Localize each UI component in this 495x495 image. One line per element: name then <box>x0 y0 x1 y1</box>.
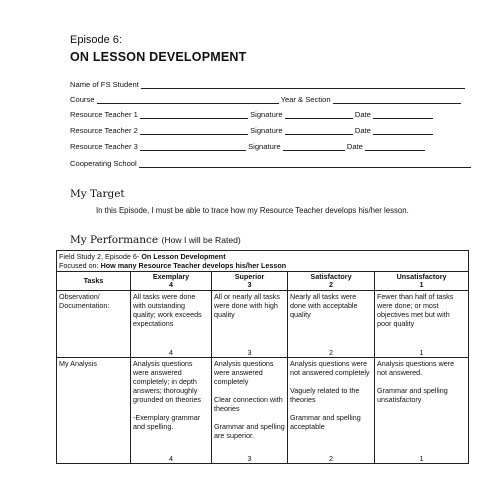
rubric-info-cell <box>57 251 469 272</box>
rubric-header-row <box>57 272 469 291</box>
rt1-date-line[interactable] <box>373 110 433 119</box>
course-label: Course <box>70 95 95 104</box>
resource-teacher-3-row <box>70 142 425 151</box>
rubric-info-row <box>57 251 469 272</box>
focus-prefix: Focused on: <box>59 261 101 270</box>
year-section-line[interactable] <box>333 95 461 104</box>
focus-line <box>59 261 466 270</box>
rt3-date-line[interactable] <box>365 142 425 151</box>
school-label: Cooperating School <box>70 159 137 168</box>
tasks-header: Tasks <box>57 272 131 291</box>
resource-teacher-2-row <box>70 126 433 135</box>
rubric-table <box>56 250 469 464</box>
analysis-exemplary-cell: Analysis questions were answered completely; in depth answers; thoroughly grounded on theories -Exemplary grammar and spelling. 4 <box>131 358 212 464</box>
performance-subheading: (How I will be Rated) <box>161 235 241 245</box>
rt3-signature-label: Signature <box>248 142 281 151</box>
course-line[interactable] <box>97 95 279 104</box>
table-row <box>57 358 469 464</box>
course-row <box>70 95 461 104</box>
field-study-title: On Lesson Development <box>141 252 226 261</box>
rt3-label: Resource Teacher 3 <box>70 142 138 151</box>
rt2-date-label: Date <box>354 126 371 135</box>
task-observation: Observation/ Documentation: <box>57 291 131 358</box>
task-analysis: My Analysis <box>57 358 131 464</box>
exemplary-header: Exemplary 4 <box>131 272 212 291</box>
observation-exemplary-cell: All tasks were done with outstanding quality; work exceeds expectations 4 <box>131 291 212 358</box>
resource-teacher-1-row <box>70 110 433 119</box>
rt1-label: Resource Teacher 1 <box>70 110 138 119</box>
episode-label: Episode 6: <box>70 34 122 46</box>
focus-text: How many Resource Teacher develops his/her Lesson <box>100 261 287 270</box>
rt2-line[interactable] <box>140 126 248 135</box>
year-section-label: Year & Section <box>280 95 331 104</box>
rt2-signature-label: Signature <box>250 126 283 135</box>
target-paragraph <box>70 205 480 217</box>
observation-satisfactory-cell: Nearly all tasks were done with acceptable quality 2 <box>288 291 375 358</box>
cooperating-school-row <box>70 159 471 168</box>
rt2-label: Resource Teacher 2 <box>70 126 138 135</box>
rt2-signature-line[interactable] <box>285 126 353 135</box>
table-row <box>57 291 469 358</box>
rt3-date-label: Date <box>346 142 363 151</box>
rt3-signature-line[interactable] <box>283 142 345 151</box>
performance-heading-text: My Performance <box>70 234 159 246</box>
rt3-line[interactable] <box>140 142 246 151</box>
unsatisfactory-header: Unsatisfactory 1 <box>375 272 469 291</box>
analysis-unsatisfactory-cell: Analysis questions were not answered. Grammar and spelling unsatisfactory 1 <box>375 358 469 464</box>
satisfactory-header: Satisfactory 2 <box>288 272 375 291</box>
analysis-superior-cell: Analysis questions were answered completely Clear connection with theories Grammar and spelling are superior. 3 <box>212 358 288 464</box>
rt2-date-line[interactable] <box>373 126 433 135</box>
rt1-signature-line[interactable] <box>285 110 353 119</box>
target-heading: My Target <box>70 188 125 200</box>
superior-header: Superior 3 <box>212 272 288 291</box>
rt1-line[interactable] <box>140 110 248 119</box>
student-name-line[interactable] <box>141 80 465 89</box>
target-text: In this Episode, I must be able to trace how my Resource Teacher develops his/her lesson. <box>96 206 409 215</box>
field-study-prefix: Field Study 2, Episode 6- <box>59 252 142 261</box>
student-name-label: Name of FS Student <box>70 80 139 89</box>
performance-heading <box>70 234 241 246</box>
student-name-row <box>70 80 465 89</box>
rt1-date-label: Date <box>354 110 371 119</box>
analysis-satisfactory-cell: Analysis questions were not answered completely Vaguely related to the theories Grammar and spelling acceptable 2 <box>288 358 375 464</box>
document-title: ON LESSON DEVELOPMENT <box>70 50 247 64</box>
observation-unsatisfactory-cell: Fewer than half of tasks were done; or most objectives met but with poor quality 1 <box>375 291 469 358</box>
field-study-line <box>59 252 466 261</box>
rt1-signature-label: Signature <box>250 110 283 119</box>
school-line[interactable] <box>139 159 471 168</box>
observation-superior-cell: All or nearly all tasks were done with high quality 3 <box>212 291 288 358</box>
